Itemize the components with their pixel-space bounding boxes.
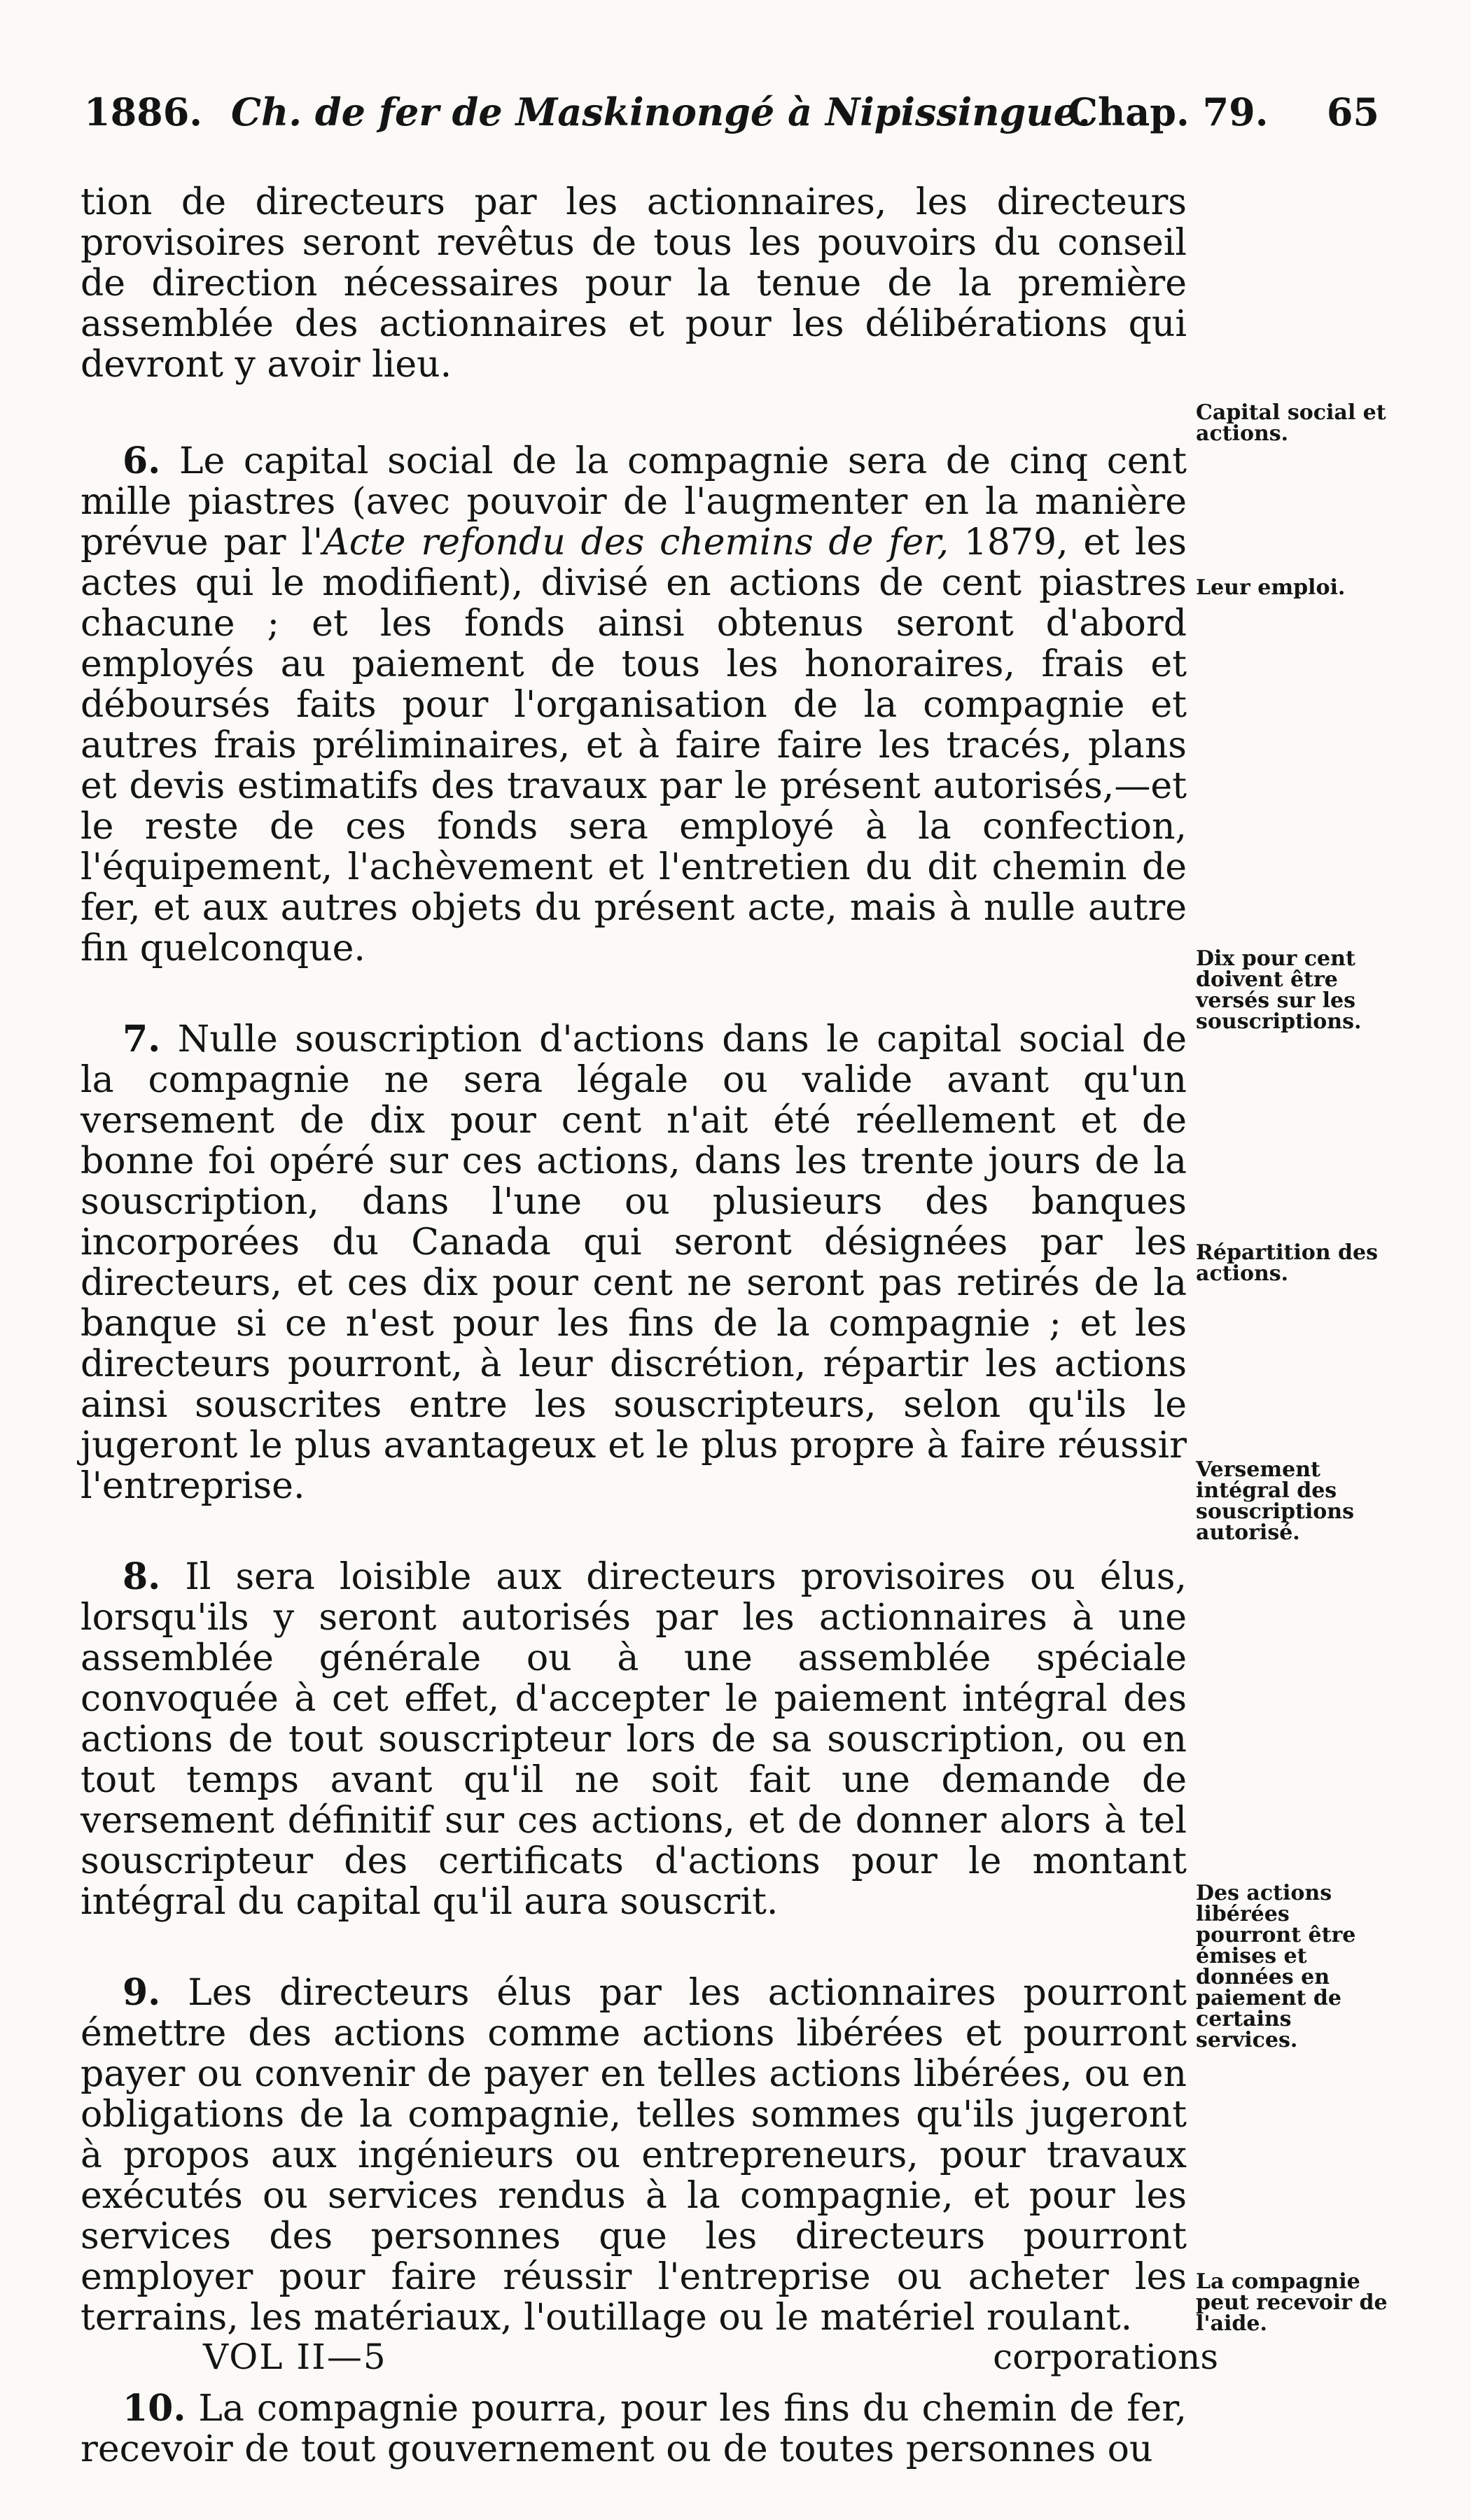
section-6 (81, 441, 1187, 969)
volume-signature: VOL II—5 (203, 2337, 387, 2377)
margin-note: Leur emploi. (1196, 575, 1346, 600)
section-number: 8. (123, 1555, 161, 1598)
margin-note: Versement intégral des souscriptions autorisé. (1196, 1457, 1355, 1545)
header-chapter: Chap. 79. (1068, 90, 1269, 134)
header-year: 1886. (84, 90, 203, 134)
running-header (84, 90, 1379, 146)
section-number: 6. (123, 440, 161, 482)
section-number: 10. (123, 2387, 186, 2430)
margin-note: Répartition des actions. (1196, 1240, 1378, 1286)
section-text: La compagnie pourra, pour les fins du chemin de fer, recevoir de tout gouvernement ou de toutes personnes ou (81, 2388, 1187, 2470)
section-7 (81, 1019, 1187, 1506)
section-8 (81, 1557, 1187, 1922)
act-title: Acte refondu des chemins de fer, (323, 522, 949, 564)
section-text: Les directeurs élus par les actionnaires pourront émettre des actions comme actions libérées et pourront payer ou convenir de payer en telles actions libérées, ou en obligations de la compagnie, telles sommes qu'ils jugeront à propos aux ingénieurs ou entrepreneurs, pour travaux exécutés ou services rendus à la compagnie, et pour les services des personnes que les directeurs pourront employer pour faire réussir l'entreprise ou acheter les terrains, les matériaux, l'outillage ou le matériel roulant. (81, 1972, 1187, 2339)
header-title: Ch. de fer de Maskinongé à Nipissingue. (231, 90, 1091, 134)
intro-paragraph: tion de directeurs par les actionnaires, les directeurs provisoires seront revêtus de tous les pouvoirs du conseil de direction nécessaires pour la tenue de la première assemblée des actionnaires et pour les délibérations qui devront y avoir lieu. (81, 181, 1187, 386)
section-10 (81, 2388, 1187, 2470)
margin-note: Des actions libérées pourront être émises et données en paiement de certains services. (1196, 1881, 1356, 2052)
main-text (81, 182, 1187, 2520)
section-text: Il sera loisible aux directeurs provisoires ou élus, lorsqu'ils y seront autorisés par les actionnaires à une assemblée générale ou à une assemblée spéciale convoquée à cet effet, d'accepter le paiement intégral des actions de tout souscripteur lors de sa souscription, ou en tout temps avant qu'il ne soit fait une demande de versement définitif sur ces actions, et de donner alors à tel souscripteur des certificats d'actions pour le montant intégral du capital qu'il aura souscrit. (81, 1556, 1187, 1923)
page-number: 65 (1326, 90, 1379, 134)
section-number: 7. (123, 1018, 161, 1060)
section-text-continued: 1879, et les actes qui le modifient), divisé en actions de cent piastres chacune ; et les fonds ainsi obtenus seront d'abord employés au paiement de tous les honoraires, frais et déboursés faits pour l'organisation de la compagnie et autres frais préliminaires, et à faire faire les tracés, plans et devis estimatifs des travaux par le présent autorisés,—et le reste de ces fonds sera employé à la confection, l'équipement, l'achèvement et l'entretien du dit chemin de fer, et aux autres objets du présent acte, mais à nulle autre fin quelconque. (81, 522, 1187, 969)
margin-note: Capital social et actions. (1196, 400, 1386, 446)
margin-note: Dix pour cent doivent être versés sur les souscriptions. (1196, 946, 1362, 1034)
section-text: Nulle souscription d'actions dans le capital social de la compagnie ne sera légale ou valide avant qu'un versement de dix pour cent n'ait été réellement et de bonne foi opéré sur ces actions, dans les trente jours de la souscription, dans l'une ou plusieurs des banques incorporées du Canada qui seront désignées par les directeurs, et ces dix pour cent ne seront pas retirés de la banque si ce n'est pour les fins de la compagnie ; et les directeurs pourront, à leur discrétion, répartir les actions ainsi souscrites entre les souscripteurs, selon qu'ils le jugeront le plus avantageux et le plus propre à faire réussir l'entreprise. (81, 1018, 1187, 1507)
section-number: 9. (123, 1971, 161, 2014)
page-footer (203, 2337, 1218, 2379)
section-9 (81, 1973, 1187, 2338)
section-text: Le capital social de la compagnie sera de cinq cent mille piastres (avec pouvoir de l'augmenter en la manière prévue par l' (81, 440, 1187, 564)
margin-note: La compagnie peut recevoir de l'aide. (1196, 2269, 1388, 2336)
catchword: corporations (993, 2337, 1218, 2377)
